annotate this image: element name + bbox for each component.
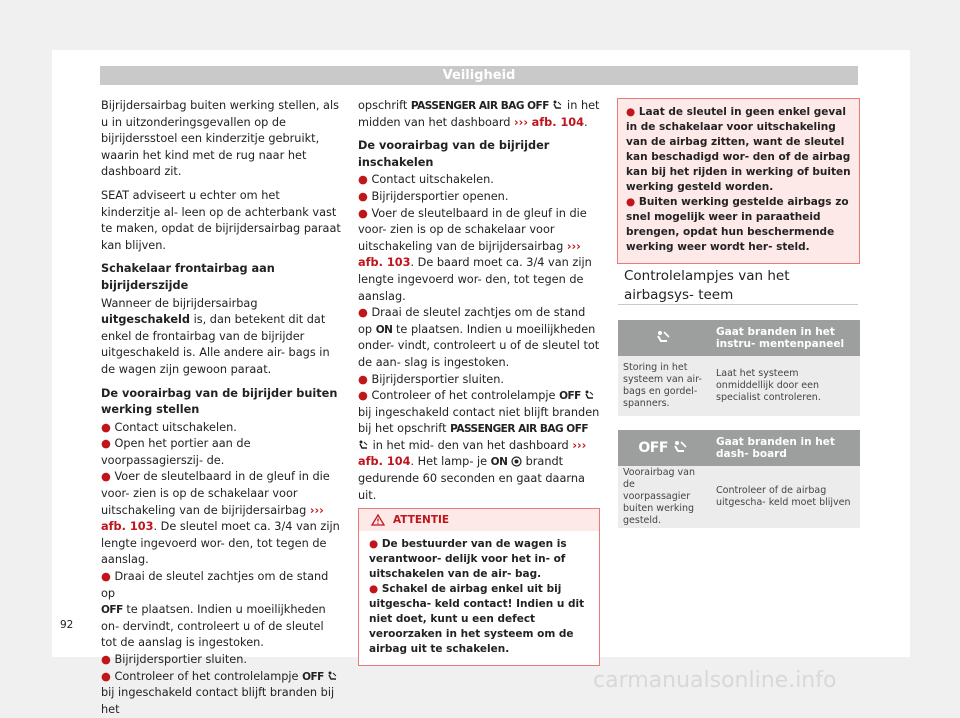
passenger-airbag-off-symbol: PASSENGER AIR BAG OFF: [450, 423, 589, 436]
warning-item: ● Schakel de airbag enkel uit bij uitgescha- keld contact! Indien u dit niet doet, kunt u een defect veroorzaken in het systeem om de airbag uit te schakelen.: [369, 583, 585, 656]
airbag-seat-icon: [552, 100, 563, 111]
chevron-icon: ›››: [514, 115, 528, 129]
bullet-icon: ●: [358, 372, 368, 386]
column-2: [358, 98, 600, 666]
airbag-warning-icon: [655, 330, 671, 344]
list-item: ● Voer de sleutelbaard in de gleuf in die voor- zien is op de schakelaar voor uitschakeling van de bijrijdersairbag ››› afb. 103. De sleutel moet ca. 3/4 van zijn lengte ingevoerd wor- den, tot tegen de aanslag.: [101, 470, 340, 567]
on-symbol-icon: ON: [490, 456, 508, 469]
paragraph: Bijrijdersairbag buiten werking stellen, als u in uitzonderingsgevallen op de bijrijdersstoel een kinderzitje gebruikt, waarin het kind met de rug naar het dashboard zit.: [101, 99, 339, 179]
column-3: [617, 98, 860, 264]
list-item: ● Contact uitschakelen.: [358, 173, 494, 187]
airbag-seat-icon: [358, 440, 369, 451]
bullet-icon: ●: [101, 470, 111, 484]
indicator-table-2: [618, 430, 860, 528]
warning-triangle-icon: [371, 514, 385, 526]
bullet-icon: ●: [369, 538, 379, 551]
section-title: Controlelampjes van het airbagsys- teem: [624, 268, 790, 303]
bullet-icon: ●: [626, 106, 636, 118]
bullet-icon: ●: [101, 653, 111, 666]
bullet-icon: ●: [101, 437, 111, 451]
page-header: Veiligheid: [100, 66, 858, 85]
chevron-icon: ›››: [309, 503, 324, 517]
table-header-icon-cell: [618, 430, 708, 466]
figure-link[interactable]: afb. 104: [358, 455, 411, 469]
list-item: ● Controleer of het controlelampje OFF bij ingeschakeld contact niet blijft branden bij het opschrift PASSENGER AIR BAG OFF in het mid- den van het dashboard ››› afb. 104. Het lamp- je ON brandt gedurende 60 seconden en gaat daarna uit.: [358, 389, 600, 502]
off-symbol-icon: OFF: [559, 390, 581, 403]
list-item: ● Draai de sleutel zachtjes om de stand op OFF te plaatsen. Indien u moeilijkheden on- dervindt, controleert u of de sleutel tot de aanslag is ingestoken.: [101, 570, 329, 650]
section-divider: [618, 304, 858, 305]
indicator-table-1: [618, 320, 860, 416]
bullet-icon: ●: [358, 389, 368, 403]
chevron-icon: ›››: [566, 239, 581, 253]
subheading: Schakelaar frontairbag aan bijrijderszijde: [101, 262, 275, 292]
warning-item: ● Laat de sleutel in geen enkel geval in de schakelaar voor uitschakeling van de airbag zitten, want de sleutel kan beschadigd wor- den of de airbag kan bij het rijden in werking of buiten werking gesteld worden.: [626, 106, 851, 193]
list-item: ● Voer de sleutelbaard in de gleuf in die voor- zien is op de schakelaar voor uitschakeling van de bijrijdersairbag ››› afb. 103. De baard moet ca. 3/4 van zijn lengte ingevoerd wor- den, tot tegen de aanslag.: [358, 206, 592, 303]
table-cell-cause: Voorairbag van de voorpassagier buiten werking gesteld.: [618, 466, 708, 528]
bullet-icon: ●: [101, 570, 111, 584]
bullet-icon: ●: [358, 189, 368, 203]
bullet-icon: ●: [101, 420, 111, 434]
paragraph: SEAT adviseert u echter om het kinderzitje al- leen op de achterbank vast te maken, opdat de bijrijdersairbag paraat kan blijven.: [101, 188, 341, 252]
bullet-icon: ●: [358, 306, 368, 320]
airbag-indicator-icon: [511, 456, 522, 467]
warning-header: [359, 509, 599, 531]
airbag-seat-icon: [584, 390, 595, 401]
off-symbol-icon: OFF: [638, 440, 668, 456]
airbag-seat-icon: [327, 671, 338, 682]
paragraph: Wanneer de bijrijdersairbag uitgeschakeld is, dan betekent dit dat enkel de frontairbag van de bijrijder uitgeschakeld is. Alle andere air- bags in de wagen zijn gewoon paraat.: [101, 296, 330, 376]
list-item: ● Contact uitschakelen.: [101, 420, 237, 434]
table-header: Gaat branden in het instru- mentenpaneel: [708, 320, 860, 356]
watermark: carmanualsonline.info: [593, 668, 837, 693]
table-header-icon-cell: [618, 320, 708, 356]
bullet-icon: ●: [369, 583, 379, 596]
figure-link[interactable]: afb. 104: [531, 115, 585, 129]
bullet-icon: ●: [626, 196, 636, 208]
bullet-icon: ●: [358, 173, 368, 187]
subheading: De voorairbag van de bijrijder buiten werking stellen: [101, 386, 338, 417]
page-number: 92: [60, 619, 74, 631]
warning-item: ● Buiten werking gestelde airbags zo snel mogelijk weer in paraatheid brengen, opdat hun beschermende werking weer wordt her- steld.: [626, 196, 849, 253]
warning-item: ● De bestuurder van de wagen is verantwoor- delijk voor het in- of uitschakelen van de air- bag.: [369, 538, 567, 581]
warning-continuation-box: [617, 98, 860, 264]
list-item: ● Controleer of het controlelampje OFF bij ingeschakeld contact blijft branden bij het: [101, 669, 341, 718]
list-item: ● Bijrijdersportier sluiten.: [358, 372, 504, 386]
warning-box: [358, 508, 600, 666]
off-symbol-icon: OFF: [101, 604, 123, 617]
column-1: [101, 98, 341, 718]
warning-body: [359, 531, 599, 665]
passenger-airbag-off-symbol: PASSENGER AIR BAG OFF: [410, 100, 549, 112]
table-cell-cause: Storing in het systeem van air- bags en gordel- spanners.: [618, 356, 708, 416]
on-symbol-icon: ON: [375, 323, 393, 336]
subheading: De voorairbag van de bijrijder inschakelen: [358, 139, 550, 169]
paragraph: opschrift PASSENGER AIR BAG OFF in het midden van het dashboard ››› afb. 104.: [358, 99, 600, 129]
list-item: ● Draai de sleutel zachtjes om de stand op ON te plaatsen. Indien u moeilijkheden onder- vindt, controleert u of de sleutel tot de aan- slag is ingestoken.: [358, 306, 600, 369]
chevron-icon: ›››: [572, 438, 587, 452]
table-cell-action: Controleer of de airbag uitgescha- keld moet blijven: [708, 466, 860, 528]
table-cell-action: Laat het systeem onmiddellijk door een specialist controleren.: [708, 356, 860, 416]
figure-link[interactable]: afb. 103: [101, 520, 154, 534]
airbag-seat-icon: [672, 440, 688, 454]
bullet-icon: ●: [101, 669, 111, 683]
list-item: ● Open het portier aan de voorpassagierszij- de.: [101, 437, 251, 467]
list-item: ● Bijrijdersportier openen.: [358, 189, 509, 203]
warning-title: ATTENTIE: [393, 514, 450, 527]
list-item: ● Bijrijdersportier sluiten.: [101, 653, 247, 666]
figure-link[interactable]: afb. 103: [358, 256, 411, 270]
table-header: Gaat branden in het dash- board: [708, 430, 860, 466]
bullet-icon: ●: [358, 206, 368, 220]
off-symbol-icon: OFF: [302, 670, 324, 683]
